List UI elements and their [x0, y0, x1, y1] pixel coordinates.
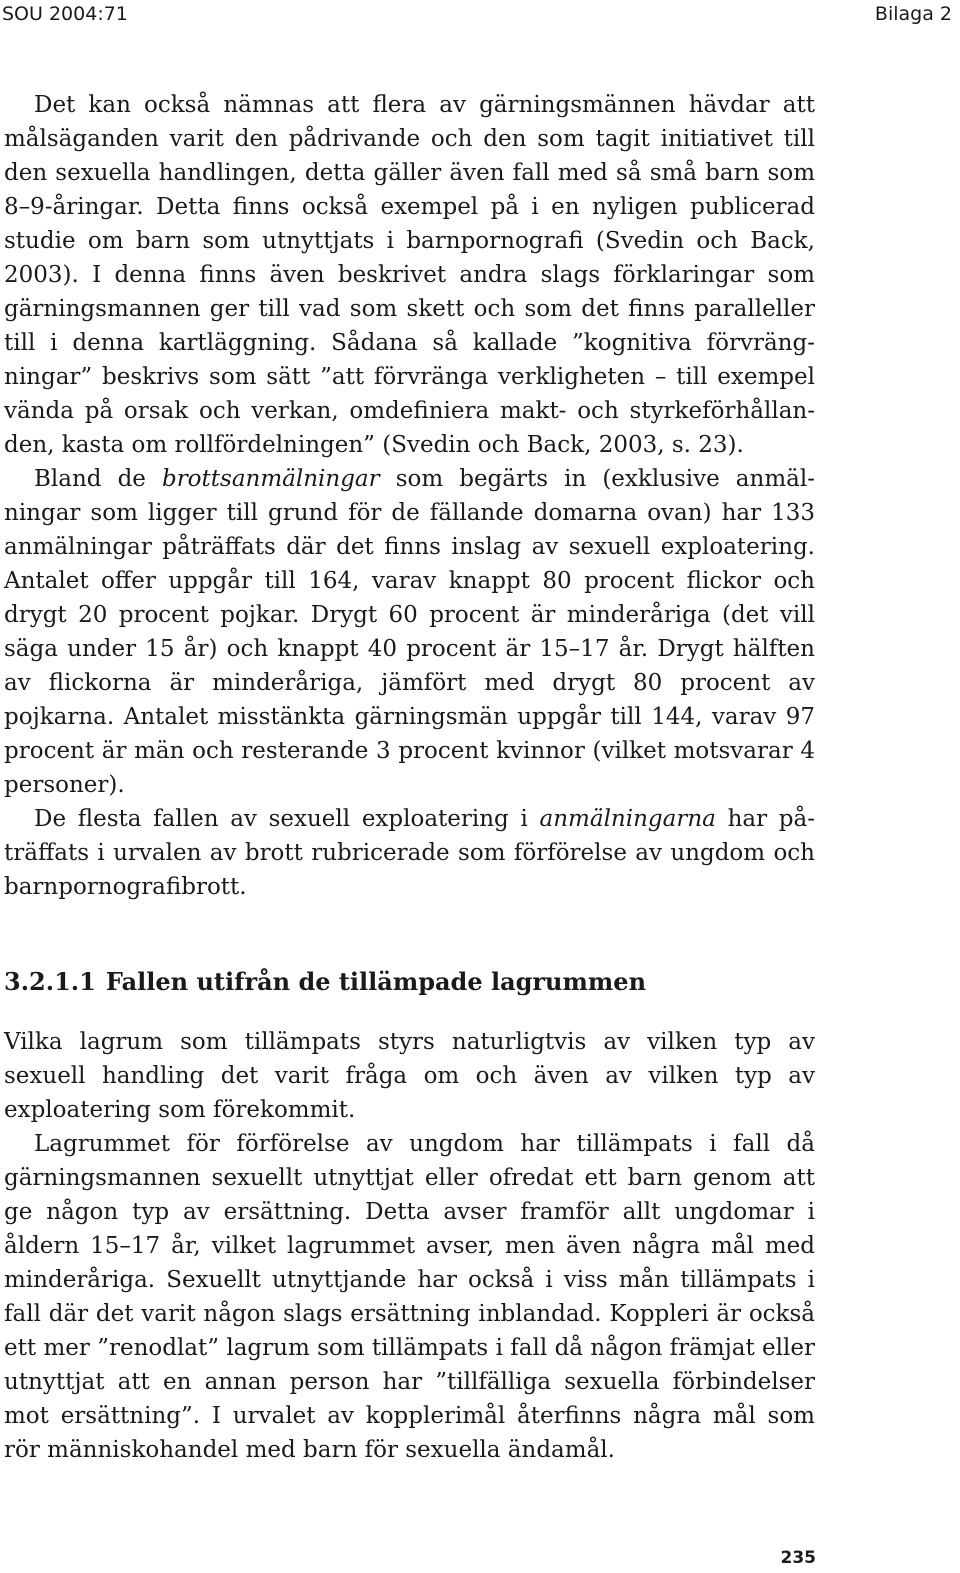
running-header: [0, 0, 960, 34]
paragraph: [4, 802, 815, 904]
paragraph: Det kan också nämnas att flera av gärningsmännen hävdar att målsäganden varit den pådrivande och den som tagit initiativet till den sexuella handlingen, detta gäller även fall med så små barn som 8–9-åringar. Detta finns också exempel på i en nyligen publicerad studie om barn som utnyttjats i barnpornografi (Svedin och Back, 2003). I denna finns även beskrivet andra slags förklaringar som gärningsmannen ger till vad som skett och som det finns paralleller till i denna kartläggning. Sådana så kallade ”kognitiva förvrängningar” beskrivs som sätt ”att förvränga verkligheten – till exempel vända på orsak och verkan, omdefiniera makt- och styrkeförhållanden, kasta om rollfördelningen” (Svedin och Back, 2003, s. 23).: [4, 92, 815, 458]
paragraph-text: Bland de: [34, 466, 162, 492]
section-number: 3.2.1.1: [4, 967, 96, 996]
report-reference: SOU 2004:71: [2, 3, 128, 25]
paragraph: [4, 462, 815, 802]
paragraph: Lagrummet för förförelse av ungdom har tillämpats i fall då gärningsmannen sexuellt utnyttjat eller ofredat ett barn genom att ge någon typ av ersättning. Detta avser framför allt ungdomar i åldern 15–17 år, vilket lagrummet avser, men även några mål med minderåriga. Sexuellt utnyttjande har också i viss mån tillämpats i fall där det varit någon slags ersättning inblandad. Koppleri är också ett mer ”renodlat” lagrum som tillämpats i fall då någon främjat eller utnyttjat att en annan person har ”tillfälliga sexuella förbindelser mot ersättning”. I urvalet av kopplerimål återfinns några mål som rör människohandel med barn för sexuella ändamål.: [4, 1131, 815, 1463]
emphasis-text: anmälningarna: [539, 806, 716, 832]
section-heading: [4, 964, 646, 1000]
paragraph-text: De flesta fallen av sexuell exploatering i: [34, 806, 540, 832]
paragraph-text: har påträffats i urvalen av brott rubricerade som förförelse av ungdom och barnpornografibrott.: [4, 806, 815, 900]
paragraph-text: som begärts in (exklusive anmälningar som ligger till grund för de fällande domarna ovan) har 133 anmälningar påträffats där det finns inslag av sexuell exploatering. Antalet offer uppgår till 164, varav knappt 80 procent flickor och drygt 20 procent pojkar. Drygt 60 procent är minderåriga (det vill säga under 15 år) och knappt 40 procent är 15–17 år. Drygt hälften av flickorna är minderåriga, jämfört med drygt 80 procent av pojkarna. Antalet misstänkta gärningsmän uppgår till 144, varav 97 procent är män och resterande 3 procent kvinnor (vilket motsvarar 4 personer).: [4, 466, 815, 798]
page-number: 235: [780, 1548, 816, 1568]
section-title: Fallen utifrån de tillämpade lagrummen: [105, 967, 647, 996]
body-text-lower: [4, 1025, 815, 1467]
paragraph: Vilka lagrum som tillämpats styrs naturligtvis av vilken typ av sexuell handling det varit fråga om och även av vilken typ av exploatering som förekommit.: [4, 1029, 815, 1123]
emphasis-text: brottsanmälningar: [161, 466, 380, 492]
appendix-label: Bilaga 2: [874, 3, 952, 25]
body-text-upper: [4, 88, 815, 904]
